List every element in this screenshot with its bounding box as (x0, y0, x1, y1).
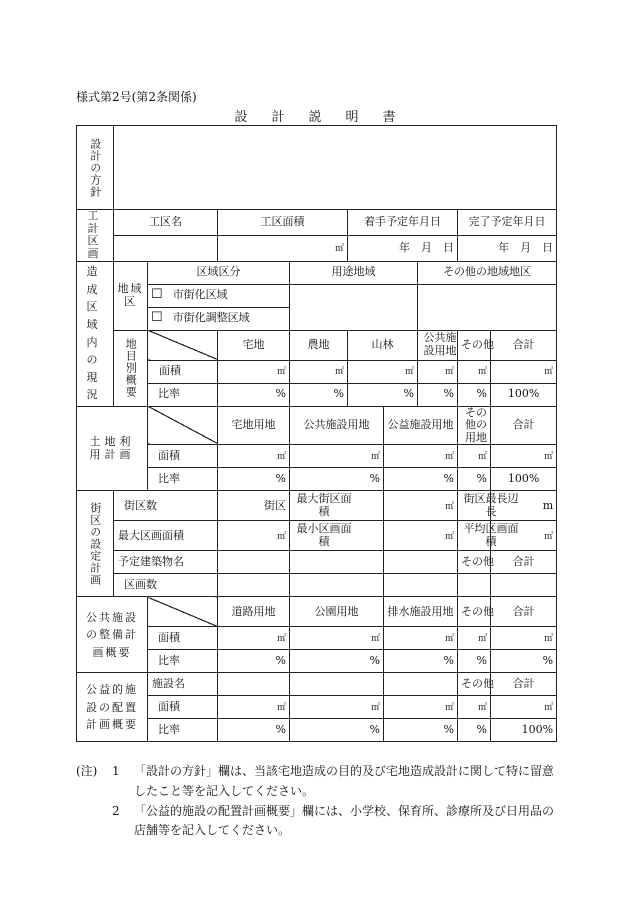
note-number: 1 (112, 764, 120, 778)
public-facility-plan-label: 公共施設の整備計画概要 (77, 597, 148, 673)
works-area-size-header: 工区面積 (218, 210, 348, 236)
use-ratio-cell[interactable]: % (218, 468, 290, 491)
pi-name-row-label: 施設名 (148, 673, 218, 696)
works-end-date-header: 完了予定年月日 (458, 210, 557, 236)
min-lot-area-label: 最小区画面積 (290, 521, 384, 551)
use-col-public-interest: 公益施設用地 (384, 406, 458, 445)
works-area-label: 工計区画 (77, 210, 114, 262)
checkbox-icon[interactable]: ☐ (151, 310, 163, 326)
other-district-header: その他の地域地区 (418, 261, 557, 284)
use-ratio-cell[interactable]: % (384, 468, 458, 491)
land-col-public-facility: 公共施設用地 (418, 330, 458, 360)
use-ratio-total: 100% (491, 468, 557, 491)
use-area-cell[interactable]: ㎡ (218, 445, 290, 468)
use-ratio-row-label: 比率 (148, 468, 218, 491)
block-plan-label: 街区の設定計画 (77, 491, 114, 597)
diagonal-cell (148, 330, 218, 360)
pi-total-label: 合計 (491, 673, 557, 696)
note-item (76, 802, 556, 842)
notes (76, 762, 556, 841)
urbanization-control-option[interactable]: ☐ 市街化調整区域 (148, 307, 290, 330)
land-ratio-cell[interactable]: % (290, 383, 348, 406)
use-col-total: 合計 (491, 406, 557, 445)
max-lot-area-field[interactable]: ㎡ (218, 521, 290, 551)
pf-ratio-cell[interactable]: % (384, 650, 458, 673)
avg-lot-area-field[interactable]: ㎡ (491, 521, 557, 551)
other-district-field[interactable] (418, 284, 557, 330)
pf-area-row-label: 面積 (148, 627, 218, 650)
use-col-residential: 宅地用地 (218, 406, 290, 445)
planned-buildings-field[interactable] (218, 551, 290, 574)
use-area-row-label: 面積 (148, 445, 218, 468)
diagonal-cell (148, 597, 218, 627)
works-area-size-field[interactable]: ㎡ (218, 235, 348, 261)
land-area-cell[interactable]: ㎡ (290, 360, 348, 383)
lot-count-field[interactable] (218, 574, 290, 597)
note-item (76, 762, 556, 802)
pi-name-cell[interactable] (218, 673, 290, 696)
land-area-row-label: 面積 (148, 360, 218, 383)
pi-ratio-cell[interactable]: % (458, 719, 491, 742)
land-category-label: 地目別概要 (114, 330, 148, 406)
block-other-label: その他 (458, 551, 491, 574)
pf-col-drainage: 排水施設用地 (384, 597, 458, 627)
use-district-header: 用途地域 (290, 261, 418, 284)
use-area-cell[interactable]: ㎡ (384, 445, 458, 468)
pf-col-park: 公園用地 (290, 597, 384, 627)
pi-area-cell[interactable]: ㎡ (218, 696, 290, 719)
pf-area-cell[interactable]: ㎡ (491, 627, 557, 650)
pf-col-total: 合計 (491, 597, 557, 627)
works-end-date-field[interactable]: 年 月 日 (458, 235, 557, 261)
works-start-date-header: 着手予定年月日 (348, 210, 458, 236)
land-col-total: 合計 (491, 330, 557, 360)
land-ratio-total: 100% (491, 383, 557, 406)
lot-count-field[interactable] (290, 574, 384, 597)
pf-ratio-cell[interactable]: % (491, 650, 557, 673)
land-ratio-cell[interactable]: % (418, 383, 458, 406)
pi-area-cell[interactable]: ㎡ (384, 696, 458, 719)
use-ratio-cell[interactable]: % (458, 468, 491, 491)
works-area-name-header: 工区名 (114, 210, 218, 236)
urbanization-area-option[interactable]: ☐ 市街化区域 (148, 284, 290, 307)
design-policy-label: 設計の方針 (77, 126, 114, 210)
use-area-cell[interactable]: ㎡ (458, 445, 491, 468)
use-ratio-cell[interactable]: % (290, 468, 384, 491)
use-area-cell[interactable]: ㎡ (290, 445, 384, 468)
land-area-cell[interactable]: ㎡ (348, 360, 418, 383)
form-number: 様式第2号(第2条関係) (76, 90, 197, 104)
public-interest-plan-label: 公益的施設の配置計画概要 (77, 673, 148, 742)
block-count-label: 街区数 (114, 491, 218, 521)
area-zone-label: 地域区 (114, 261, 148, 330)
design-policy-field[interactable] (114, 126, 557, 210)
use-district-field[interactable] (290, 284, 418, 330)
land-col-farmland: 農地 (290, 330, 348, 360)
max-block-area-field[interactable]: ㎡ (384, 491, 458, 521)
lot-count-label: 区画数 (114, 574, 218, 597)
land-col-residential: 宅地 (218, 330, 290, 360)
pi-area-cell[interactable]: ㎡ (290, 696, 384, 719)
pi-area-cell[interactable]: ㎡ (491, 696, 557, 719)
pi-name-cell[interactable] (384, 673, 458, 696)
land-area-cell[interactable]: ㎡ (218, 360, 290, 383)
pi-area-row-label: 面積 (148, 696, 218, 719)
pf-area-cell[interactable]: ㎡ (458, 627, 491, 650)
use-col-other: その他の用地 (458, 406, 491, 445)
pi-ratio-total: 100% (491, 719, 557, 742)
current-status-label: 造成区域内の現況 (77, 261, 114, 406)
land-ratio-cell[interactable]: % (348, 383, 418, 406)
max-lot-area-label: 最大区画面積 (114, 521, 218, 551)
land-area-cell[interactable]: ㎡ (491, 360, 557, 383)
note-text: 「設計の方針」欄は、当該宅地造成の目的及び宅地造成設計に関して特に留意したこと等を記入してください。 (134, 764, 555, 798)
note-number: 2 (112, 803, 120, 818)
pf-area-cell[interactable]: ㎡ (384, 627, 458, 650)
avg-lot-area-label: 平均区画面積 (458, 521, 491, 551)
pf-ratio-cell[interactable]: % (290, 650, 384, 673)
lot-count-field[interactable] (491, 574, 557, 597)
note-text: 「公益的施設の配置計画概要」欄には、小学校、保育所、診療所及び日用品の店舗等を記入してください。 (134, 803, 555, 838)
pf-ratio-cell[interactable]: % (218, 650, 290, 673)
pi-ratio-cell[interactable]: % (384, 719, 458, 742)
lot-count-field[interactable] (384, 574, 458, 597)
block-total-label: 合計 (491, 551, 557, 574)
pf-col-other: その他 (458, 597, 491, 627)
use-col-public-facility: 公共施設用地 (290, 406, 384, 445)
pf-col-road: 道路用地 (218, 597, 290, 627)
land-area-cell[interactable]: ㎡ (458, 360, 491, 383)
zone-division-header: 区域区分 (148, 261, 290, 284)
notes-head: (注) (76, 764, 98, 778)
works-area-name-field[interactable] (114, 235, 218, 261)
pi-ratio-row-label: 比率 (148, 719, 218, 742)
land-area-cell[interactable]: ㎡ (418, 360, 458, 383)
pf-ratio-row-label: 比率 (148, 650, 218, 673)
planned-buildings-field[interactable] (290, 551, 384, 574)
planned-buildings-field[interactable] (384, 551, 458, 574)
land-ratio-row-label: 比率 (148, 383, 218, 406)
pi-name-cell[interactable] (290, 673, 384, 696)
pf-area-cell[interactable]: ㎡ (290, 627, 384, 650)
pi-area-cell[interactable]: ㎡ (458, 696, 491, 719)
min-lot-area-field[interactable]: ㎡ (384, 521, 458, 551)
land-use-plan-label: 土地利用計画 (77, 406, 148, 491)
pf-ratio-cell[interactable]: % (458, 650, 491, 673)
planned-buildings-label: 予定建築物名 (114, 551, 218, 574)
pi-ratio-cell[interactable]: % (290, 719, 384, 742)
pi-other-label: その他 (458, 673, 491, 696)
document-title: 設計説明書 (234, 110, 420, 125)
works-start-date-field[interactable]: 年 月 日 (348, 235, 458, 261)
design-explanation-table (76, 125, 557, 742)
land-ratio-cell[interactable]: % (458, 383, 491, 406)
pf-area-cell[interactable]: ㎡ (218, 627, 290, 650)
checkbox-icon[interactable]: ☐ (151, 287, 163, 303)
max-block-length-label: 街区最長辺長 (458, 491, 491, 521)
block-count-field[interactable]: 街区 (218, 491, 290, 521)
max-block-length-field[interactable]: m (491, 491, 557, 521)
max-block-area-label: 最大街区面積 (290, 491, 384, 521)
lot-count-field[interactable] (458, 574, 491, 597)
land-col-forest: 山林 (348, 330, 418, 360)
land-ratio-cell[interactable]: % (218, 383, 290, 406)
diagonal-cell (148, 406, 218, 445)
land-col-other: その他 (458, 330, 491, 360)
pi-ratio-cell[interactable]: % (218, 719, 290, 742)
use-area-cell[interactable]: ㎡ (491, 445, 557, 468)
